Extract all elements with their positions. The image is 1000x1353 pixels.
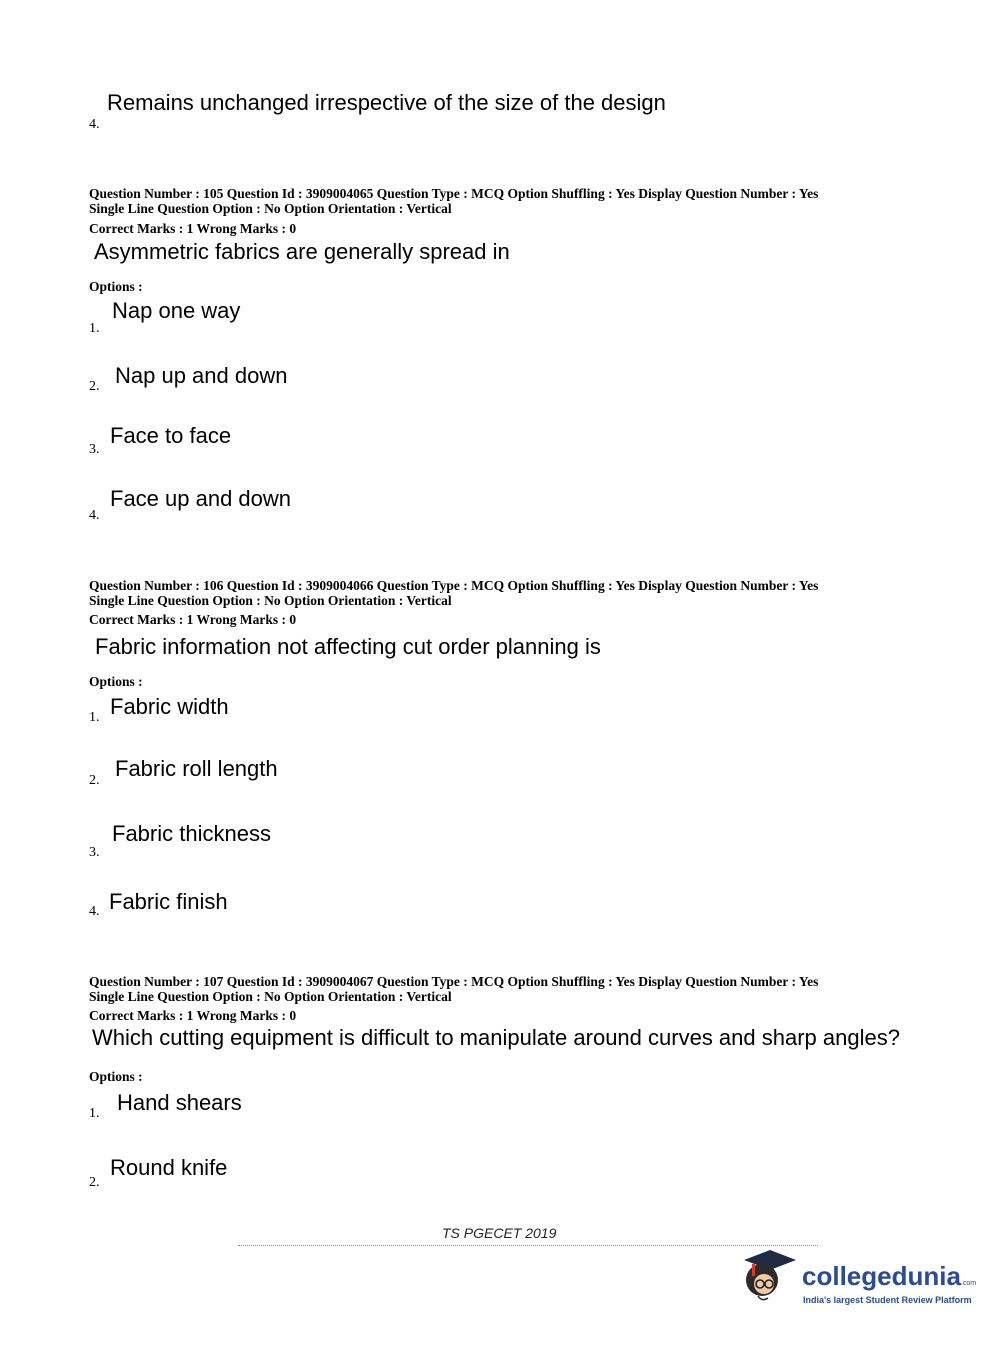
options-label: Options : (89, 674, 143, 689)
question-meta: Question Number : 107 Question Id : 3909004067 Question Type : MCQ Option Shuffling : Yes Display Question Number : Yes (89, 974, 819, 989)
option-text: Face to face (110, 423, 232, 448)
page-footer: TS PGECET 2019 (442, 1225, 557, 1241)
question-meta-line2: Single Line Question Option : No Option Orientation : Vertical (89, 989, 452, 1004)
mascot-icon (740, 1246, 800, 1306)
options-label: Options : (89, 1069, 143, 1084)
option-text: Fabric roll length (115, 756, 278, 781)
option-number: 1. (89, 1106, 100, 1121)
options-label: Options : (89, 279, 143, 294)
option-text: Face up and down (110, 486, 292, 511)
brand-logo (802, 1261, 976, 1292)
question-meta: Question Number : 106 Question Id : 3909004066 Question Type : MCQ Option Shuffling : Yes Display Question Number : Yes (89, 578, 819, 593)
option-text: Fabric thickness (112, 821, 271, 846)
option-number: 1. (89, 321, 100, 336)
question-meta-line2: Single Line Question Option : No Option Orientation : Vertical (89, 593, 452, 608)
brand-name: collegedunia (802, 1261, 961, 1291)
option-number: 3. (89, 442, 100, 457)
option-text: Fabric width (110, 694, 229, 719)
question-marks: Correct Marks : 1 Wrong Marks : 0 (89, 612, 297, 627)
option-number: 1. (89, 710, 100, 725)
question-meta-line2: Single Line Question Option : No Option Orientation : Vertical (89, 201, 452, 216)
option-number: 3. (89, 845, 100, 860)
option-number: 4. (89, 508, 100, 523)
option-number: 4. (89, 904, 100, 919)
prev-option-number: 4. (89, 117, 100, 132)
question-text: Fabric information not affecting cut order planning is (95, 634, 601, 659)
question-text: Which cutting equipment is difficult to manipulate around curves and sharp angles? (92, 1025, 900, 1050)
option-text: Round knife (110, 1155, 228, 1180)
option-text: Nap one way (112, 298, 241, 323)
option-number: 2. (89, 1175, 100, 1190)
question-text: Asymmetric fabrics are generally spread in (94, 239, 510, 264)
brand-suffix: .com (960, 1280, 977, 1287)
question-marks: Correct Marks : 1 Wrong Marks : 0 (89, 1008, 297, 1023)
option-number: 2. (89, 773, 100, 788)
option-text: Hand shears (117, 1090, 242, 1115)
option-text: Fabric finish (109, 889, 228, 914)
footer-divider (238, 1245, 818, 1246)
option-text: Nap up and down (115, 363, 288, 388)
question-meta: Question Number : 105 Question Id : 3909004065 Question Type : MCQ Option Shuffling : Yes Display Question Number : Yes (89, 186, 819, 201)
brand-tagline: India's largest Student Review Platform (803, 1295, 972, 1305)
prev-option-text: Remains unchanged irrespective of the size of the design (107, 90, 666, 115)
question-marks: Correct Marks : 1 Wrong Marks : 0 (89, 221, 297, 236)
option-number: 2. (89, 379, 100, 394)
